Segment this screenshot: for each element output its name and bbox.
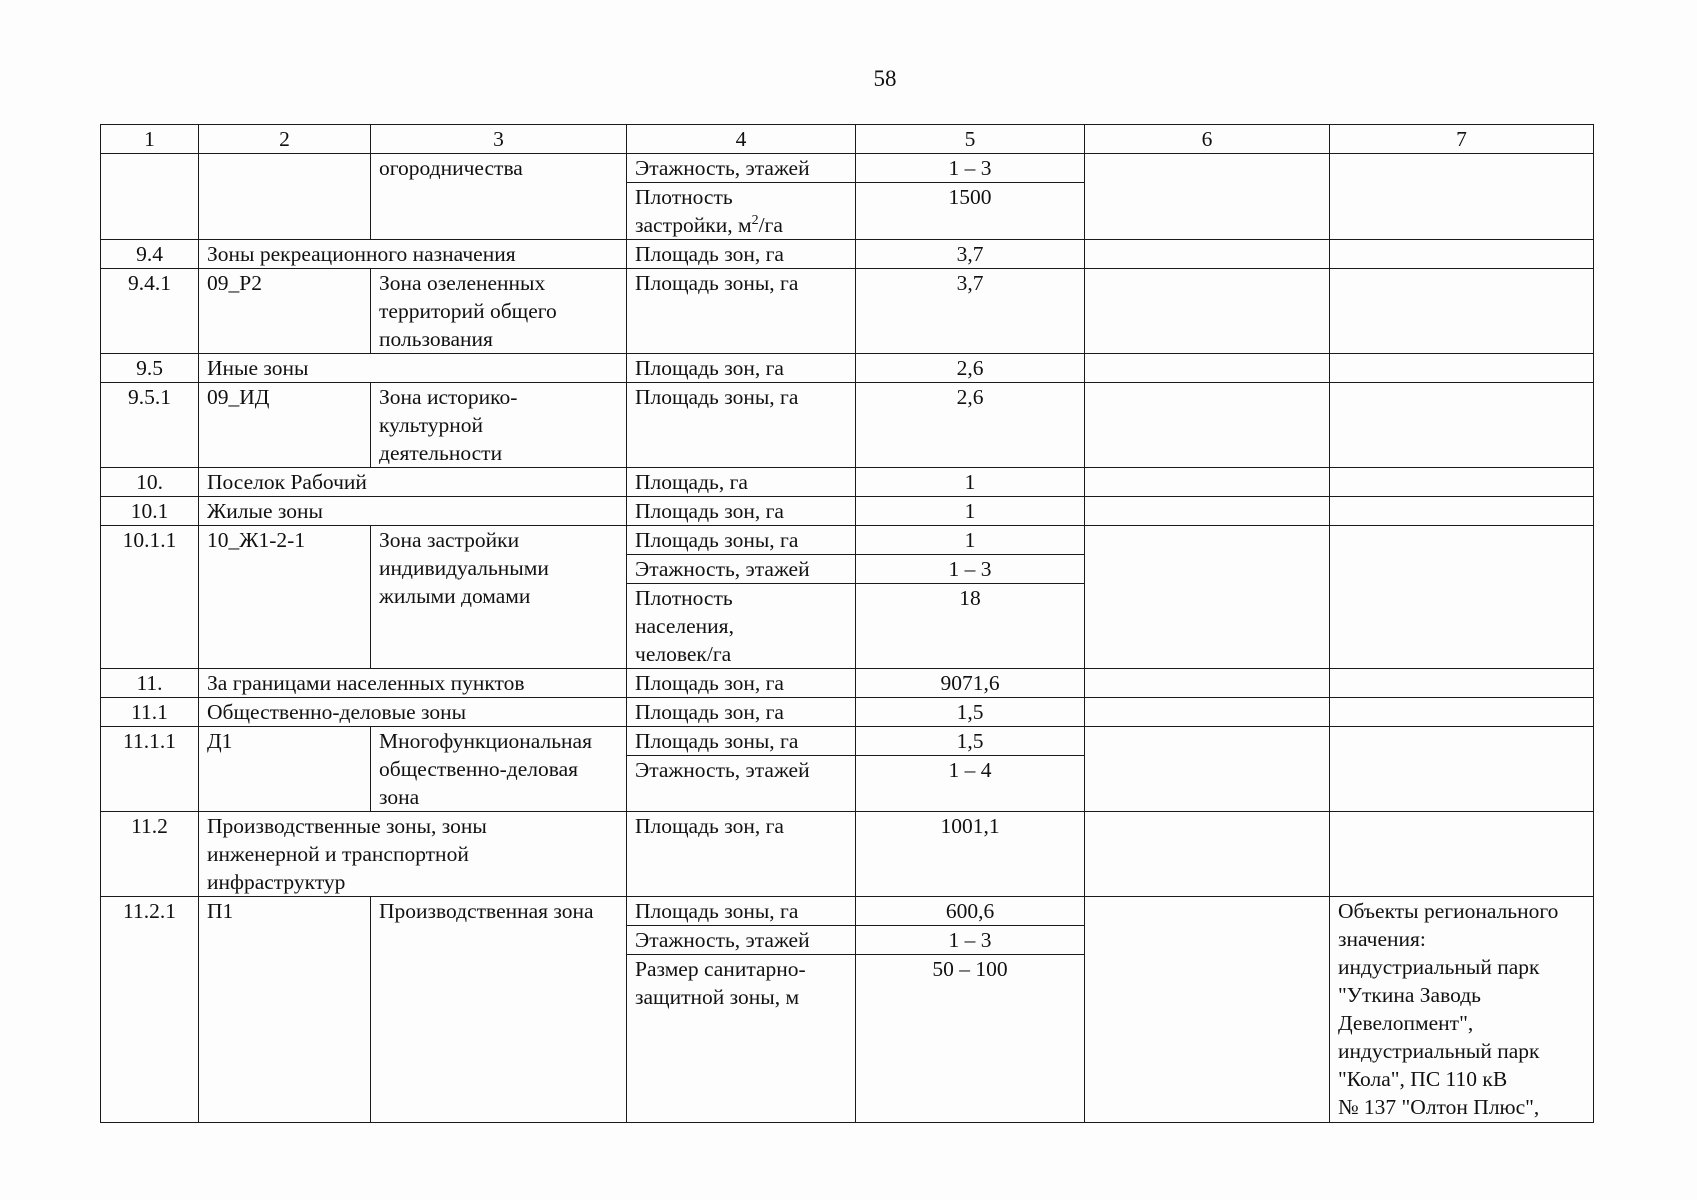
regional-objects-cell: Объекты регионального значения: индустриальный парк "Уткина Заводь Девелопмент", индустриальный парк "Кола", ПС 110 кВ № 137 "Олтон Плюс", bbox=[1330, 897, 1594, 1123]
row-number-cell: 11.2.1 bbox=[101, 897, 199, 1123]
table-row bbox=[101, 497, 1594, 526]
col6-cell bbox=[1085, 154, 1330, 240]
zone-name-cell: Зона застройки индивидуальными жилыми домами bbox=[371, 526, 627, 669]
value-cell: 2,6 bbox=[856, 354, 1085, 383]
value-cell: 1 bbox=[856, 526, 1085, 555]
zone-name-cell: Зоны рекреационного назначения bbox=[199, 240, 627, 269]
value-cell: 18 bbox=[856, 584, 1085, 669]
table-row bbox=[101, 468, 1594, 497]
row-number-cell: 9.4 bbox=[101, 240, 199, 269]
row-number-cell: 9.4.1 bbox=[101, 269, 199, 354]
table-row bbox=[101, 154, 1594, 183]
value-cell: 1 – 3 bbox=[856, 154, 1085, 183]
row-number-cell: 9.5 bbox=[101, 354, 199, 383]
header-cell: 1 bbox=[101, 125, 199, 154]
zone-name-cell: Поселок Рабочий bbox=[199, 468, 627, 497]
col6-cell bbox=[1085, 497, 1330, 526]
zone-code-cell: П1 bbox=[199, 897, 371, 1123]
row-number-cell: 10.1 bbox=[101, 497, 199, 526]
parameter-cell: Площадь зон, га bbox=[627, 698, 856, 727]
parameter-cell: Площадь зоны, га bbox=[627, 269, 856, 354]
col7-cell bbox=[1330, 497, 1594, 526]
value-cell: 3,7 bbox=[856, 269, 1085, 354]
parameter-cell: Площадь зон, га bbox=[627, 669, 856, 698]
col6-cell bbox=[1085, 698, 1330, 727]
value-cell: 1 bbox=[856, 497, 1085, 526]
zone-name-cell: Общественно-деловые зоны bbox=[199, 698, 627, 727]
value-cell: 1 – 4 bbox=[856, 756, 1085, 812]
row-number-cell: 11. bbox=[101, 669, 199, 698]
value-cell: 1500 bbox=[856, 183, 1085, 240]
table-row bbox=[101, 240, 1594, 269]
value-cell: 1 bbox=[856, 468, 1085, 497]
table-row bbox=[101, 269, 1594, 354]
row-number-cell: 10. bbox=[101, 468, 199, 497]
col6-cell bbox=[1085, 812, 1330, 897]
value-cell: 9071,6 bbox=[856, 669, 1085, 698]
superscript: 2 bbox=[751, 212, 759, 228]
zone-code-cell bbox=[199, 154, 371, 240]
header-cell: 6 bbox=[1085, 125, 1330, 154]
col7-cell bbox=[1330, 698, 1594, 727]
zone-name-cell: За границами населенных пунктов bbox=[199, 669, 627, 698]
header-row bbox=[101, 125, 1594, 154]
value-cell: 1,5 bbox=[856, 727, 1085, 756]
table-row bbox=[101, 698, 1594, 727]
table-row bbox=[101, 383, 1594, 468]
zone-code-cell: 09_ИД bbox=[199, 383, 371, 468]
header-cell: 5 bbox=[856, 125, 1085, 154]
zone-name-cell: Производственные зоны, зоны инженерной и транспортной инфраструктур bbox=[199, 812, 627, 897]
header-cell: 4 bbox=[627, 125, 856, 154]
parameter-cell: Этажность, этажей bbox=[627, 926, 856, 955]
zone-name-cell: Иные зоны bbox=[199, 354, 627, 383]
table-row bbox=[101, 526, 1594, 555]
col6-cell bbox=[1085, 526, 1330, 669]
col7-cell bbox=[1330, 526, 1594, 669]
col6-cell bbox=[1085, 383, 1330, 468]
col7-cell bbox=[1330, 383, 1594, 468]
zone-name-cell: Многофункциональная общественно-деловая зона bbox=[371, 727, 627, 812]
page-number: 58 bbox=[873, 66, 897, 91]
parameter-cell: Этажность, этажей bbox=[627, 756, 856, 812]
table-row bbox=[101, 669, 1594, 698]
col7-cell bbox=[1330, 812, 1594, 897]
value-cell: 50 – 100 bbox=[856, 955, 1085, 1123]
col6-cell bbox=[1085, 240, 1330, 269]
row-number-cell bbox=[101, 154, 199, 240]
parameter-cell: Площадь зон, га bbox=[627, 240, 856, 269]
zone-name-cell: Зона озелененных территорий общего пользования bbox=[371, 269, 627, 354]
parameter-cell: Площадь, га bbox=[627, 468, 856, 497]
zone-code-cell: 09_Р2 bbox=[199, 269, 371, 354]
zone-name-cell: Зона историко- культурной деятельности bbox=[371, 383, 627, 468]
zones-table bbox=[100, 124, 1594, 1123]
parameter-cell: Площадь зон, га bbox=[627, 812, 856, 897]
col7-cell bbox=[1330, 354, 1594, 383]
zone-name-cell: Жилые зоны bbox=[199, 497, 627, 526]
parameter-cell: Плотность населения, человек/га bbox=[627, 584, 856, 669]
value-cell: 1 – 3 bbox=[856, 926, 1085, 955]
col6-cell bbox=[1085, 897, 1330, 1123]
col7-cell bbox=[1330, 669, 1594, 698]
table-row bbox=[101, 727, 1594, 756]
row-number-cell: 11.1.1 bbox=[101, 727, 199, 812]
parameter-cell: Площадь зоны, га bbox=[627, 897, 856, 926]
parameter-cell: Этажность, этажей bbox=[627, 555, 856, 584]
col7-cell bbox=[1330, 154, 1594, 240]
parameter-cell: Площадь зон, га bbox=[627, 354, 856, 383]
parameter-cell: Площадь зоны, га bbox=[627, 383, 856, 468]
parameter-cell: Площадь зон, га bbox=[627, 497, 856, 526]
col7-cell bbox=[1330, 269, 1594, 354]
parameter-cell: Размер санитарно- защитной зоны, м bbox=[627, 955, 856, 1123]
col7-cell bbox=[1330, 468, 1594, 497]
parameter-cell: Этажность, этажей bbox=[627, 154, 856, 183]
row-number-cell: 9.5.1 bbox=[101, 383, 199, 468]
value-cell: 2,6 bbox=[856, 383, 1085, 468]
col6-cell bbox=[1085, 354, 1330, 383]
value-cell: 1001,1 bbox=[856, 812, 1085, 897]
zone-name-cell: Производственная зона bbox=[371, 897, 627, 1123]
table-row bbox=[101, 812, 1594, 897]
zone-code-cell: 10_Ж1-2-1 bbox=[199, 526, 371, 669]
header-cell: 2 bbox=[199, 125, 371, 154]
parameter-cell: Площадь зоны, га bbox=[627, 727, 856, 756]
parameter-line: Плотность bbox=[635, 185, 733, 209]
value-cell: 600,6 bbox=[856, 897, 1085, 926]
parameter-cell: Площадь зоны, га bbox=[627, 526, 856, 555]
value-cell: 1,5 bbox=[856, 698, 1085, 727]
table-row bbox=[101, 897, 1594, 926]
row-number-cell: 11.1 bbox=[101, 698, 199, 727]
header-cell: 7 bbox=[1330, 125, 1594, 154]
header-cell: 3 bbox=[371, 125, 627, 154]
col6-cell bbox=[1085, 468, 1330, 497]
parameter-line: застройки, м bbox=[635, 213, 752, 237]
col7-cell bbox=[1330, 727, 1594, 812]
zone-code-cell: Д1 bbox=[199, 727, 371, 812]
zone-name-cell: огородничества bbox=[371, 154, 627, 240]
row-number-cell: 10.1.1 bbox=[101, 526, 199, 669]
parameter-line: /га bbox=[758, 213, 783, 237]
col6-cell bbox=[1085, 269, 1330, 354]
value-cell: 1 – 3 bbox=[856, 555, 1085, 584]
col6-cell bbox=[1085, 727, 1330, 812]
table-row bbox=[101, 354, 1594, 383]
parameter-cell bbox=[627, 183, 856, 240]
col7-cell bbox=[1330, 240, 1594, 269]
row-number-cell: 11.2 bbox=[101, 812, 199, 897]
value-cell: 3,7 bbox=[856, 240, 1085, 269]
col6-cell bbox=[1085, 669, 1330, 698]
